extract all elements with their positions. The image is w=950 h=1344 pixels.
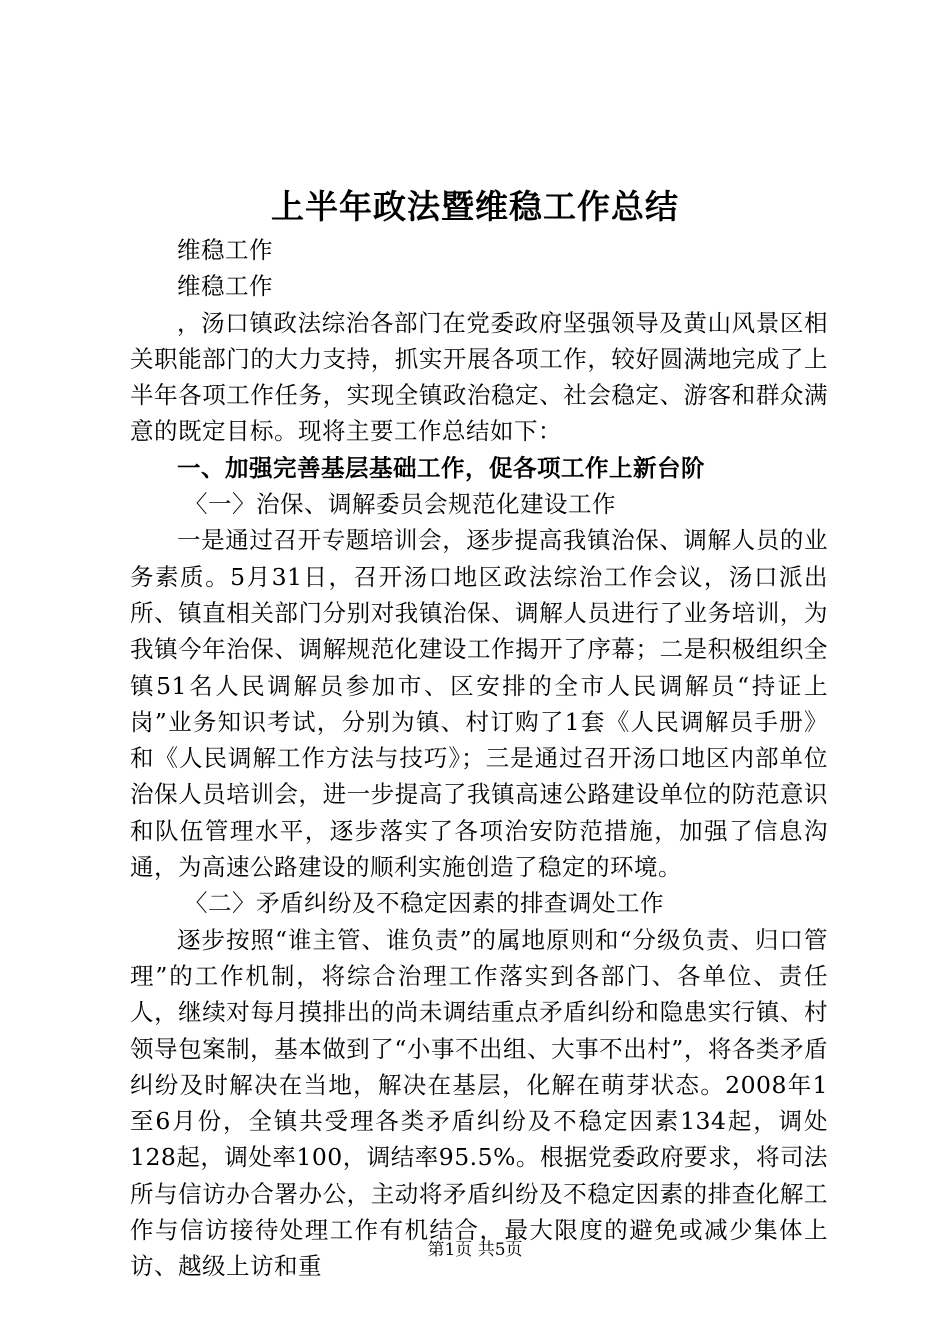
paragraph-category-2: 维稳工作 [177, 272, 273, 301]
subsection-heading-2: 〈二〉矛盾纠纷及不稳定因素的排查调处工作 [184, 889, 665, 918]
paragraph-training: 一是通过召开专题培训会，逐步提高我镇治保、调解人员的业务素质。5月31日，召开汤口地区政法综治工作会议，汤口派出所、镇直相关部门分别对我镇治保、调解人员进行了业务培训，为我镇今年治保、调解规范化建设工作揭开了序幕；二是积极组织全镇51名人民调解员参加市、区安排的全市人民调解员“持证上岗”业务知识考试，分别为镇、村订购了1套《人民调解员手册》和《人民调解工作方法与技巧》；三是通过召开汤口地区内部单位治保人员培训会，进一步提高了我镇高速公路建设单位的防范意识和队伍管理水平，逐步落实了各项治安防范措施，加强了信息沟通，为高速公路建设的顺利实施创造了稳定的环境。 [130, 526, 828, 882]
paragraph-category-1: 维稳工作 [177, 236, 273, 264]
subsection-heading-1: 〈一〉治保、调解委员会规范化建设工作 [184, 490, 617, 519]
document-body [130, 232, 828, 1285]
paragraph-intro: ，汤口镇政法综治各部门在党委政府坚强领导及黄山风景区相关职能部门的大力支持，抓实开展各项工作，较好圆满地完成了上半年各项工作任务，实现全镇政治稳定、社会稳定、游客和群众满意的既定目标。现将主要工作总结如下： [130, 308, 828, 446]
page-footer: 第1页 共5页 [427, 1240, 523, 1260]
paragraph-disputes: 逐步按照“谁主管、谁负责”的属地原则和“分级负责、归口管理”的工作机制，将综合治理工作落实到各部门、各单位、责任人，继续对每月摸排出的尚未调结重点矛盾纠纷和隐患实行镇、村领导包案制，基本做到了“小事不出组、大事不出村”，将各类矛盾纠纷及时解决在当地，解决在基层，化解在萌芽状态。2008年1至6月份，全镇共受理各类矛盾纠纷及不稳定因素134起，调处128起，调处率100，调结率95.5%。根据党委政府要求，将司法所与信访办合署办公，主动将矛盾纠纷及不稳定因素的排查化解工作与信访接待处理工作有机结合，最大限度的避免或减少集体上访、越级上访和重 [130, 925, 828, 1281]
section-heading-1: 一、加强完善基层基础工作，促各项工作上新台阶 [177, 453, 705, 482]
document-title: 上半年政法暨维稳工作总结 [271, 187, 679, 226]
